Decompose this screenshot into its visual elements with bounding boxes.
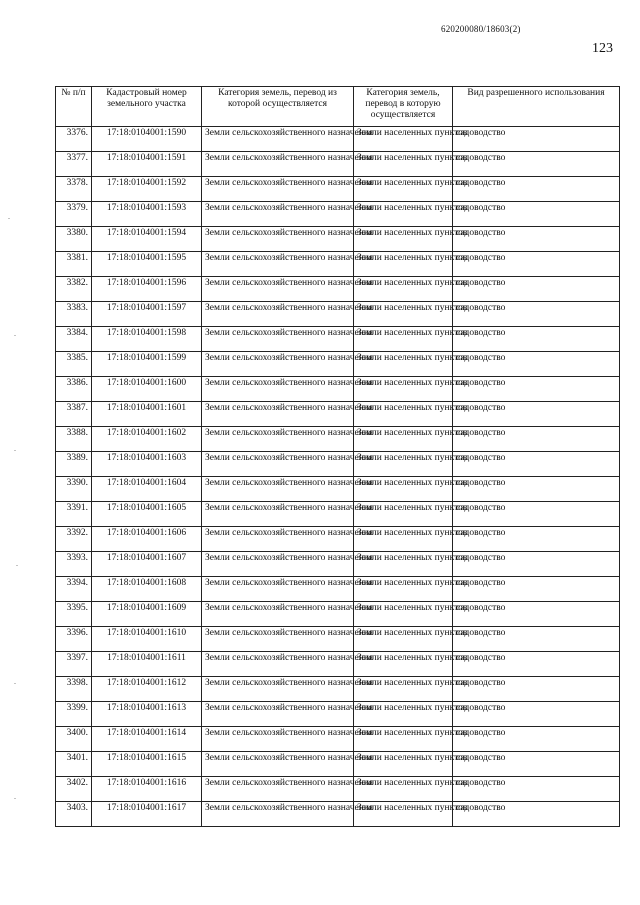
cell-row-number: 3380. — [56, 227, 92, 252]
cell-cadastral-number: 17:18:0104001:1597 — [92, 302, 202, 327]
cell-category-from: Земли сельскохозяйственного назначения — [202, 577, 354, 602]
margin-scan-mark: . — [14, 792, 16, 801]
cell-cadastral-number: 17:18:0104001:1592 — [92, 177, 202, 202]
cell-category-to: Земли населенных пунктов — [354, 327, 453, 352]
cell-category-to: Земли населенных пунктов — [354, 427, 453, 452]
margin-scan-mark: . — [14, 329, 16, 338]
cell-cadastral-number: 17:18:0104001:1604 — [92, 477, 202, 502]
table-row — [56, 477, 620, 502]
cell-row-number: 3402. — [56, 777, 92, 802]
cell-row-number: 3382. — [56, 277, 92, 302]
cell-category-to: Земли населенных пунктов — [354, 502, 453, 527]
cell-row-number: 3397. — [56, 652, 92, 677]
table-row — [56, 252, 620, 277]
table-row — [56, 427, 620, 452]
cell-category-from: Земли сельскохозяйственного назначения — [202, 127, 354, 152]
cell-cadastral-number: 17:18:0104001:1617 — [92, 802, 202, 827]
cell-permitted-use: садоводство — [453, 502, 620, 527]
cell-permitted-use: садоводство — [453, 152, 620, 177]
cell-category-from: Земли сельскохозяйственного назначения — [202, 277, 354, 302]
header-category-to: Категория земель, перевод в которую осуществляется — [354, 87, 453, 127]
cell-cadastral-number: 17:18:0104001:1611 — [92, 652, 202, 677]
cell-cadastral-number: 17:18:0104001:1602 — [92, 427, 202, 452]
cell-category-from: Земли сельскохозяйственного назначения — [202, 527, 354, 552]
margin-scan-mark: . — [14, 444, 16, 453]
cell-permitted-use: садоводство — [453, 777, 620, 802]
cell-category-from: Земли сельскохозяйственного назначения — [202, 227, 354, 252]
cell-permitted-use: садоводство — [453, 752, 620, 777]
cell-permitted-use: садоводство — [453, 702, 620, 727]
cell-row-number: 3391. — [56, 502, 92, 527]
cell-row-number: 3392. — [56, 527, 92, 552]
table-row — [56, 602, 620, 627]
cell-category-to: Земли населенных пунктов — [354, 652, 453, 677]
page-number: 123 — [592, 41, 613, 56]
cell-cadastral-number: 17:18:0104001:1614 — [92, 727, 202, 752]
cell-category-from: Земли сельскохозяйственного назначения — [202, 302, 354, 327]
cell-category-from: Земли сельскохозяйственного назначения — [202, 427, 354, 452]
cell-category-to: Земли населенных пунктов — [354, 402, 453, 427]
cell-cadastral-number: 17:18:0104001:1594 — [92, 227, 202, 252]
cell-row-number: 3389. — [56, 452, 92, 477]
cell-row-number: 3396. — [56, 627, 92, 652]
cell-permitted-use: садоводство — [453, 452, 620, 477]
table-row — [56, 177, 620, 202]
table-row — [56, 752, 620, 777]
cell-permitted-use: садоводство — [453, 202, 620, 227]
table-body — [56, 127, 620, 827]
cell-cadastral-number: 17:18:0104001:1591 — [92, 152, 202, 177]
table-row — [56, 702, 620, 727]
cell-permitted-use: садоводство — [453, 602, 620, 627]
cell-row-number: 3394. — [56, 577, 92, 602]
table-row — [56, 577, 620, 602]
cell-cadastral-number: 17:18:0104001:1606 — [92, 527, 202, 552]
table-row — [56, 302, 620, 327]
table-row — [56, 527, 620, 552]
cell-category-from: Земли сельскохозяйственного назначения — [202, 177, 354, 202]
cell-category-to: Земли населенных пунктов — [354, 752, 453, 777]
cell-category-from: Земли сельскохозяйственного назначения — [202, 777, 354, 802]
cell-category-to: Земли населенных пунктов — [354, 352, 453, 377]
table-row — [56, 502, 620, 527]
cell-category-from: Земли сельскохозяйственного назначения — [202, 252, 354, 277]
cell-category-from: Земли сельскохозяйственного назначения — [202, 552, 354, 577]
table-row — [56, 227, 620, 252]
cell-cadastral-number: 17:18:0104001:1600 — [92, 377, 202, 402]
cell-category-to: Земли населенных пунктов — [354, 627, 453, 652]
cell-permitted-use: садоводство — [453, 677, 620, 702]
cell-category-to: Земли населенных пунктов — [354, 727, 453, 752]
cell-category-from: Земли сельскохозяйственного назначения — [202, 477, 354, 502]
margin-scan-mark: . — [8, 212, 10, 221]
cell-cadastral-number: 17:18:0104001:1613 — [92, 702, 202, 727]
cell-permitted-use: садоводство — [453, 352, 620, 377]
cell-row-number: 3387. — [56, 402, 92, 427]
cell-cadastral-number: 17:18:0104001:1595 — [92, 252, 202, 277]
cell-row-number: 3395. — [56, 602, 92, 627]
cell-cadastral-number: 17:18:0104001:1590 — [92, 127, 202, 152]
cell-permitted-use: садоводство — [453, 627, 620, 652]
cell-cadastral-number: 17:18:0104001:1615 — [92, 752, 202, 777]
cell-row-number: 3401. — [56, 752, 92, 777]
cell-row-number: 3385. — [56, 352, 92, 377]
margin-scan-mark: . — [14, 677, 16, 686]
cell-cadastral-number: 17:18:0104001:1616 — [92, 777, 202, 802]
cell-category-to: Земли населенных пунктов — [354, 177, 453, 202]
cell-category-from: Земли сельскохозяйственного назначения — [202, 677, 354, 702]
cell-row-number: 3400. — [56, 727, 92, 752]
cell-category-to: Земли населенных пунктов — [354, 602, 453, 627]
cell-permitted-use: садоводство — [453, 652, 620, 677]
table-row — [56, 802, 620, 827]
cell-row-number: 3376. — [56, 127, 92, 152]
cell-category-to: Земли населенных пунктов — [354, 252, 453, 277]
cell-permitted-use: садоводство — [453, 727, 620, 752]
cell-permitted-use: садоводство — [453, 527, 620, 552]
cell-cadastral-number: 17:18:0104001:1609 — [92, 602, 202, 627]
cell-cadastral-number: 17:18:0104001:1598 — [92, 327, 202, 352]
cell-cadastral-number: 17:18:0104001:1608 — [92, 577, 202, 602]
cell-row-number: 3379. — [56, 202, 92, 227]
cell-row-number: 3403. — [56, 802, 92, 827]
cell-permitted-use: садоводство — [453, 302, 620, 327]
cell-category-from: Земли сельскохозяйственного назначения — [202, 802, 354, 827]
cell-category-from: Земли сельскохозяйственного назначения — [202, 652, 354, 677]
header-permitted-use: Вид разрешенного использования — [453, 87, 620, 127]
table-row — [56, 377, 620, 402]
cell-permitted-use: садоводство — [453, 802, 620, 827]
cell-category-to: Земли населенных пунктов — [354, 577, 453, 602]
table-row — [56, 777, 620, 802]
cell-cadastral-number: 17:18:0104001:1593 — [92, 202, 202, 227]
cell-category-to: Земли населенных пунктов — [354, 152, 453, 177]
cell-row-number: 3398. — [56, 677, 92, 702]
document-id: 620200080/18603(2) — [441, 24, 521, 34]
cell-permitted-use: садоводство — [453, 277, 620, 302]
cell-category-to: Земли населенных пунктов — [354, 452, 453, 477]
cell-row-number: 3381. — [56, 252, 92, 277]
table-row — [56, 202, 620, 227]
table-row — [56, 277, 620, 302]
cell-permitted-use: садоводство — [453, 577, 620, 602]
cell-permitted-use: садоводство — [453, 252, 620, 277]
table-row — [56, 152, 620, 177]
cell-cadastral-number: 17:18:0104001:1596 — [92, 277, 202, 302]
cell-row-number: 3377. — [56, 152, 92, 177]
cell-row-number: 3383. — [56, 302, 92, 327]
cell-category-from: Земли сельскохозяйственного назначения — [202, 202, 354, 227]
cell-category-from: Земли сельскохозяйственного назначения — [202, 452, 354, 477]
cell-category-to: Земли населенных пунктов — [354, 277, 453, 302]
table-row — [56, 452, 620, 477]
cell-category-to: Земли населенных пунктов — [354, 302, 453, 327]
cell-category-to: Земли населенных пунктов — [354, 127, 453, 152]
cell-permitted-use: садоводство — [453, 177, 620, 202]
cell-category-to: Земли населенных пунктов — [354, 552, 453, 577]
cell-row-number: 3390. — [56, 477, 92, 502]
table-row — [56, 552, 620, 577]
cell-permitted-use: садоводство — [453, 427, 620, 452]
table-row — [56, 402, 620, 427]
cell-cadastral-number: 17:18:0104001:1601 — [92, 402, 202, 427]
header-num: № п/п — [56, 87, 92, 127]
cell-category-from: Земли сельскохозяйственного назначения — [202, 752, 354, 777]
table-row — [56, 727, 620, 752]
cell-permitted-use: садоводство — [453, 377, 620, 402]
cell-permitted-use: садоводство — [453, 127, 620, 152]
cell-cadastral-number: 17:18:0104001:1599 — [92, 352, 202, 377]
table-row — [56, 127, 620, 152]
cell-row-number: 3393. — [56, 552, 92, 577]
cell-category-to: Земли населенных пунктов — [354, 227, 453, 252]
cell-category-from: Земли сельскохозяйственного назначения — [202, 602, 354, 627]
cell-cadastral-number: 17:18:0104001:1612 — [92, 677, 202, 702]
cell-category-from: Земли сельскохозяйственного назначения — [202, 327, 354, 352]
cell-category-to: Земли населенных пунктов — [354, 202, 453, 227]
cell-category-from: Земли сельскохозяйственного назначения — [202, 377, 354, 402]
cell-cadastral-number: 17:18:0104001:1607 — [92, 552, 202, 577]
cell-category-to: Земли населенных пунктов — [354, 702, 453, 727]
cell-row-number: 3384. — [56, 327, 92, 352]
cell-permitted-use: садоводство — [453, 552, 620, 577]
cell-category-from: Земли сельскохозяйственного назначения — [202, 502, 354, 527]
cell-cadastral-number: 17:18:0104001:1603 — [92, 452, 202, 477]
cell-category-to: Земли населенных пунктов — [354, 777, 453, 802]
table-row — [56, 327, 620, 352]
header-cadastral-number: Кадастровый номер земельного участка — [92, 87, 202, 127]
cell-category-to: Земли населенных пунктов — [354, 527, 453, 552]
table-row — [56, 677, 620, 702]
cell-category-from: Земли сельскохозяйственного назначения — [202, 152, 354, 177]
cell-category-to: Земли населенных пунктов — [354, 477, 453, 502]
cell-category-from: Земли сельскохозяйственного назначения — [202, 727, 354, 752]
cell-category-from: Земли сельскохозяйственного назначения — [202, 627, 354, 652]
cell-category-to: Земли населенных пунктов — [354, 677, 453, 702]
cell-category-to: Земли населенных пунктов — [354, 802, 453, 827]
cell-permitted-use: садоводство — [453, 227, 620, 252]
land-plots-table — [55, 86, 620, 827]
cell-permitted-use: садоводство — [453, 477, 620, 502]
cell-category-to: Земли населенных пунктов — [354, 377, 453, 402]
table-row — [56, 627, 620, 652]
cell-row-number: 3399. — [56, 702, 92, 727]
header-category-from: Категория земель, перевод из которой осуществляется — [202, 87, 354, 127]
table-header-row — [56, 87, 620, 127]
table-row — [56, 352, 620, 377]
margin-scan-mark: . — [16, 559, 18, 568]
cell-category-from: Земли сельскохозяйственного назначения — [202, 352, 354, 377]
cell-cadastral-number: 17:18:0104001:1610 — [92, 627, 202, 652]
cell-row-number: 3388. — [56, 427, 92, 452]
table-row — [56, 652, 620, 677]
cell-category-from: Земли сельскохозяйственного назначения — [202, 402, 354, 427]
cell-permitted-use: садоводство — [453, 402, 620, 427]
cell-category-from: Земли сельскохозяйственного назначения — [202, 702, 354, 727]
cell-cadastral-number: 17:18:0104001:1605 — [92, 502, 202, 527]
cell-permitted-use: садоводство — [453, 327, 620, 352]
cell-row-number: 3378. — [56, 177, 92, 202]
cell-row-number: 3386. — [56, 377, 92, 402]
